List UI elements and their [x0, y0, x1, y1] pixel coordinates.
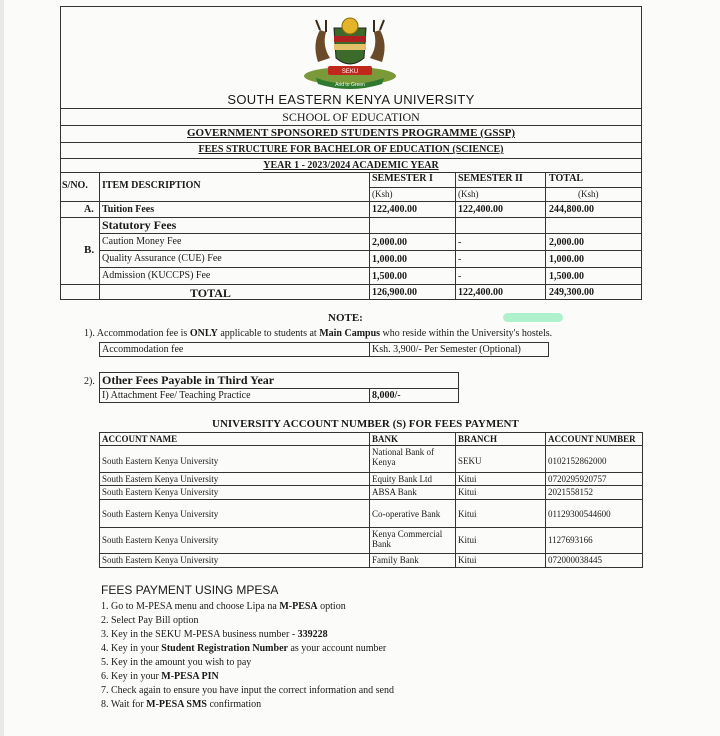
- account-row-name: South Eastern Kenya University: [102, 555, 219, 565]
- statutory-sno: B.: [84, 244, 95, 256]
- school-name: SCHOOL OF EDUCATION: [282, 110, 420, 124]
- note-item1-only: ONLY: [189, 328, 218, 339]
- total-total: 249,300.00: [549, 287, 594, 298]
- account-row-bank: Equity Bank Ltd: [372, 474, 432, 484]
- mpesa-step-2: 2. Select Pay Bill option: [101, 615, 199, 626]
- other-fees-number: 2).: [84, 376, 95, 387]
- account-row-bank-line2: Kenya: [372, 457, 396, 467]
- account-row-bank: [372, 529, 442, 549]
- note-item1-main-campus: Main Campus: [319, 328, 381, 339]
- mpesa-step-1-end: option: [317, 601, 346, 612]
- mpesa-step-3-text: 3. Key in the SEKU M-PESA business number -: [101, 629, 298, 640]
- sem2-unit: (Ksh): [458, 189, 479, 199]
- col-sno-header: S/NO.: [62, 180, 88, 191]
- mpesa-step-6-text: 6. Key in your: [101, 671, 162, 682]
- mpesa-step-3: [101, 629, 328, 640]
- accommodation-value: Ksh. 3,900/- Per Semester (Optional): [372, 344, 521, 355]
- mpesa-step-1-bold: M-PESA: [279, 601, 318, 612]
- mpesa-step-1: [101, 601, 346, 612]
- account-row-number: 072000038445: [548, 555, 602, 565]
- account-row-number: 0102152862000: [548, 456, 607, 466]
- tuition-sem2: 122,400.00: [458, 204, 503, 215]
- note-item1-text-a: Accommodation fee is: [96, 328, 190, 339]
- statutory-heading: Statutory Fees: [102, 218, 177, 232]
- note-item1-text-b: applicable to students at: [217, 328, 320, 339]
- tuition-sem1: 122,400.00: [372, 204, 417, 215]
- statutory-row-total: 1,500.00: [549, 271, 584, 282]
- mpesa-step-4-end: as your account number: [287, 643, 387, 654]
- crest-banner-text: SEKU: [341, 69, 359, 75]
- mpesa-step-7: 7. Check again to ensure you have input the correct information and send: [101, 685, 394, 696]
- mpesa-step-5: 5. Key in the amount you wish to pay: [101, 657, 252, 668]
- account-row-branch: Kitui: [458, 555, 477, 565]
- sem1-unit: (Ksh): [372, 189, 393, 199]
- academic-year: YEAR 1 - 2023/2024 ACADEMIC YEAR: [263, 160, 439, 171]
- statutory-row-label: Caution Money Fee: [102, 236, 182, 247]
- account-row-branch: Kitui: [458, 535, 477, 545]
- mpesa-step-8-end: confirmation: [206, 699, 262, 710]
- crest-motto-text: Arid to Green: [335, 82, 365, 88]
- mpesa-business-number: 339228: [297, 629, 328, 640]
- account-row-number: 1127693166: [548, 535, 593, 545]
- account-row-branch: SEKU: [458, 456, 482, 466]
- statutory-row-sem2: -: [458, 271, 462, 282]
- note-item1: [84, 328, 552, 339]
- tuition-total: 244,800.00: [549, 204, 594, 215]
- note-heading: NOTE:: [328, 312, 363, 324]
- col-account-name: ACCOUNT NAME: [102, 434, 178, 444]
- account-row-bank: Family Bank: [372, 555, 419, 565]
- total-sem1: 126,900.00: [372, 287, 417, 298]
- account-row-bank-line1: National Bank of: [372, 447, 434, 457]
- attachment-fee-label: I) Attachment Fee/ Teaching Practice: [102, 390, 251, 401]
- account-row-name: South Eastern Kenya University: [102, 474, 219, 484]
- col-branch: BRANCH: [458, 434, 498, 444]
- other-fees-heading: Other Fees Payable in Third Year: [102, 373, 275, 387]
- page-edge-shadow: [0, 0, 4, 736]
- mpesa-step-4-text: 4. Key in your: [101, 643, 162, 654]
- mpesa-step-8-text: 8. Wait for: [101, 699, 147, 710]
- programme-name: GOVERNMENT SPONSORED STUDENTS PROGRAMME (GSSP): [187, 127, 515, 139]
- tuition-sno: A.: [84, 204, 94, 215]
- account-row-bank: Co-operative Bank: [372, 509, 441, 519]
- statutory-row-total: 1,000.00: [549, 254, 584, 265]
- account-row-name: South Eastern Kenya University: [102, 509, 219, 519]
- mpesa-step-6: [101, 671, 219, 682]
- mpesa-heading: FEES PAYMENT USING MPESA: [101, 583, 279, 597]
- col-item-header: ITEM DESCRIPTION: [102, 180, 201, 191]
- mpesa-step-6-bold: M-PESA PIN: [161, 671, 219, 682]
- account-row-bank-line1: Kenya Commercial: [372, 529, 443, 539]
- note-item1-number: 1).: [84, 328, 95, 339]
- statutory-row-sem1: 1,000.00: [372, 254, 407, 265]
- accounts-table: [99, 432, 643, 568]
- account-row-number: 2021558152: [548, 487, 593, 497]
- total-unit: (Ksh): [578, 189, 599, 199]
- statutory-row-total: 2,000.00: [549, 237, 584, 248]
- account-row-name: South Eastern Kenya University: [102, 487, 219, 497]
- account-row-branch: Kitui: [458, 509, 477, 519]
- statutory-row-sem2: -: [458, 254, 462, 265]
- account-row-bank: ABSA Bank: [372, 487, 417, 497]
- col-total-header: TOTAL: [549, 173, 584, 184]
- total-sem2: 122,400.00: [458, 287, 503, 298]
- statutory-row-label: Admission (KUCCPS) Fee: [102, 270, 211, 281]
- accounts-title: UNIVERSITY ACCOUNT NUMBER (S) FOR FEES PAYMENT: [212, 418, 519, 430]
- account-row-bank: [372, 447, 434, 467]
- account-row-branch: Kitui: [458, 487, 477, 497]
- tuition-label: Tuition Fees: [102, 204, 155, 215]
- account-row-number: 0720295920757: [548, 474, 607, 484]
- account-row-number: 01129300544600: [548, 509, 611, 519]
- account-row-bank-line2: Bank: [372, 539, 391, 549]
- statutory-row-sem2: -: [458, 237, 462, 248]
- account-row-name: South Eastern Kenya University: [102, 535, 219, 545]
- col-bank: BANK: [372, 434, 399, 444]
- mpesa-step-1-text: 1. Go to M-PESA menu and choose Lipa na: [101, 601, 280, 612]
- col-sem2-header: SEMESTER II: [458, 173, 523, 184]
- statutory-row-sem1: 1,500.00: [372, 271, 407, 282]
- note-item1-text-c: who reside within the University's hostels.: [380, 328, 553, 339]
- university-name: SOUTH EASTERN KENYA UNIVERSITY: [227, 92, 475, 107]
- mpesa-step-4: [101, 643, 386, 654]
- attachment-fee-value: 8,000/-: [372, 390, 401, 401]
- fees-structure-title: FEES STRUCTURE FOR BACHELOR OF EDUCATION (SCIENCE): [198, 144, 504, 155]
- mpesa-step-8-bold: M-PESA SMS: [146, 699, 207, 710]
- statutory-row-sem1: 2,000.00: [372, 237, 407, 248]
- account-row-branch: Kitui: [458, 474, 477, 484]
- green-highlight-mark: [503, 313, 563, 322]
- col-sem1-header: SEMESTER I: [372, 173, 433, 184]
- mpesa-step-4-bold: Student Registration Number: [161, 643, 288, 654]
- account-row-name: South Eastern Kenya University: [102, 456, 219, 466]
- mpesa-step-8: [101, 699, 261, 710]
- total-label: TOTAL: [190, 286, 231, 300]
- accommodation-label: Accommodation fee: [102, 344, 184, 355]
- col-account-number: ACCOUNT NUMBER: [548, 434, 636, 444]
- statutory-row-label: Quality Assurance (CUE) Fee: [102, 253, 222, 264]
